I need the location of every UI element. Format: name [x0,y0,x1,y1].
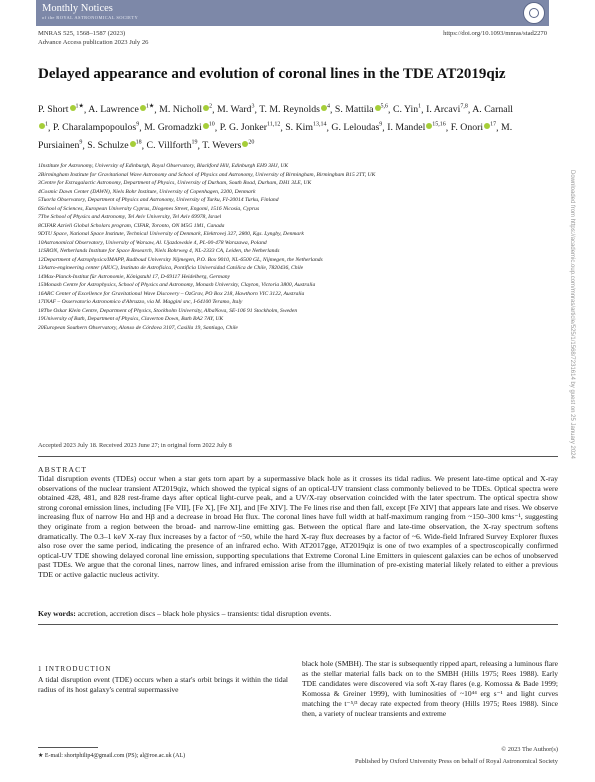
journal-subname: of the ROYAL ASTRONOMICAL SOCIETY [42,15,139,20]
author-affiliation-marker: 1★ [145,104,155,110]
author-entry [335,104,388,115]
affiliation-item: 18The Oskar Klein Centre, Department of Physics, Stockholm University, AlbaNova, SE-106 91 Stockholm, Sweden [38,307,298,314]
author-affiliation-marker: 1 [418,104,422,110]
author-name: S. Schulze [87,139,129,151]
paper-title: Delayed appearance and evolution of coronal lines in the TDE AT2019qiz [38,66,506,82]
author-name: P. Short [38,104,69,116]
author-affiliation-marker: 11,12 [267,121,281,128]
author-affiliation-marker: 17 [490,121,497,128]
author-affiliation-marker: 4 [326,104,330,110]
affiliation-item: 15Monash Centre for Astrophysics, School of Physics and Astronomy, Monash University, Clayton, Victoria 3800, Australia [38,282,316,288]
journal-name: Monthly Notices [42,3,113,14]
author-entry [451,122,496,133]
author-affiliation-marker: 10 [208,121,215,128]
author-entry [202,140,254,151]
author-affiliation-marker: 1★ [75,104,84,110]
copyright-block [355,744,558,768]
author-name: S. Kim [285,122,313,134]
author-affiliation-marker: 20 [248,139,255,146]
author-entry [53,122,139,133]
received-dates: Accepted 2023 July 18. Received 2023 June 27; in original form 2022 July 8 [38,442,232,449]
copyright-line: © 2023 The Author(s) [501,746,558,753]
author-affiliation-marker: 7,8 [460,104,468,110]
author-affiliation-marker: 5,6 [380,104,389,110]
author-affiliation-marker: 15,16 [432,121,446,128]
author-name: P. Charalampopoulos [52,122,137,134]
intro-text-left: A tidal disruption event (TDE) occurs when a star's orbit brings it within the tidal radius of its host galaxy's central supermassive [38,675,288,694]
author-affiliation-marker: 9 [379,121,383,128]
author-entry [88,104,154,115]
abstract-top-rule [38,456,558,457]
author-entry [393,104,421,115]
author-entry [159,104,212,115]
author-name: T. M. Reynolds [259,104,320,116]
author-entry [426,104,468,115]
author-name: I. Mandel [387,122,426,134]
author-name: G. Leloudas [331,122,380,134]
author-affiliation-marker: 18 [135,139,142,146]
advance-access-date: Advance Access publication 2023 July 26 [38,39,149,46]
author-affiliation-marker: 19 [191,139,198,146]
author-affiliation-marker: 3 [251,104,255,110]
affiliation-item: 14Max-Planck-Institut für Astronomie, Königstuhl 17, D-69117 Heidelberg, Germany [38,273,231,280]
author-entry [387,122,446,133]
footnote-rule [38,747,98,748]
author-name: M. Nicholl [159,104,203,116]
author-name: M. Ward [217,104,252,116]
affiliation-item: 19University of Bath, Department of Physics, Claverton Down, Bath BA2 7AY, UK [38,316,224,322]
abstract-bottom-rule [38,624,558,625]
affiliation-item: 9DTU Space, National Space Institute, Technical University of Denmark, Elektrovej 327, 2800, Kgs. Lyngby, Denmark [38,231,304,237]
affiliation-list [38,162,518,332]
author-name: T. Wevers [202,139,242,151]
affiliation-item: 8CIFAR Azrieli Global Scholars program, CIFAR, Toronto, ON M5G 1M1, Canada [38,222,225,229]
author-name: I. Arcavi [426,104,461,116]
author-affiliation-marker: 2 [209,104,213,110]
email-footnote: ★ E-mail: shortphilip4@gmail.com (PS); al@roe.ac.uk (AL) [38,753,186,759]
download-notice: Downloaded from https://academic.oup.com/mnras/article/525/1/1568/7231614 by guest on 25 January 2024 [569,170,575,459]
author-affiliation-marker: 9 [136,121,140,128]
affiliation-item: 11SRON, Netherlands Institute for Space Research, Niels Bohrweg 4, NL-2333 CA, Leiden, the Netherlands [38,248,280,254]
abstract-heading: ABSTRACT [38,465,88,474]
section-heading-introduction: 1 INTRODUCTION [38,665,112,673]
affiliation-item: 10Astronomical Observatory, University of Warsaw, Al. Ujazdowskie 4, PL-00-478 Warszawa, Poland [38,239,267,246]
affiliation-item: 17INAF – Osservatorio Astronomico d'Abruzzo, via M. Maggini snc, I-64100 Teramo, Italy [38,299,243,305]
keywords-text: accretion, accretion discs – black hole physics – transients: tidal disruption events. [77,609,332,618]
author-entry [331,122,382,133]
author-name: S. Mattila [334,104,374,116]
doi-link[interactable]: https://doi.org/10.1093/mnras/stad2270 [443,30,547,37]
affiliation-item: 20European Southern Observatory, Alonso de Córdova 3107, Casilla 19, Santiago, Chile [38,324,238,331]
affiliation-item: 13Astro-engineering center (AIUC), Instituto de Astrofísica, Pontificia Universidad Católica de Chile, 7820436, Chile [38,265,304,271]
author-entry [217,104,254,115]
author-name: M. Pursiainen [38,122,513,151]
author-name: M. Gromadzki [144,122,202,134]
author-name: C. Yin [392,104,419,116]
author-entry [147,140,198,151]
author-entry [259,104,330,115]
author-entry [144,122,215,133]
author-entry [220,122,281,133]
author-entry [87,140,141,151]
author-affiliation-marker: 9 [79,139,83,146]
download-sidebar [567,170,577,560]
journal-masthead [36,0,549,26]
abstract-text: Tidal disruption events (TDEs) occur when a star gets torn apart by a supermassive black hole as it crosses its tidal radius. We present late-time optical and X-ray observations of the nuclear transient AT2019qiz, which showed the typical signs of an optical-UV transient class commonly believed to be TDEs. Optical spectra were obtained 428, 481, and 828 rest-frame days after optical light-curve peak, and a UV/X-ray observation coincided with the later spectrum. The optical spectra show strong coronal emission lines, including [Fe VII], [Fe X], [Fe XI], and [Fe XIV]. The Fe lines rise and then fall, except [Fe XIV] that appears late and rises. We observe increasing flux of narrow Hα and Hβ and a decrease in broad Hα flux. The coronal lines have full width at half-maximum ranging from ~150–300 kms⁻¹, suggesting they originate from a region between the broad- and narrow-line emitting gas. Between the optical flare and late-time observation, the X-ray spectrum softens dramatically. The 0.3–1 keV X-ray flux increases by a factor of ~50, while the hard X-ray flux decreases by a factor of ~6. Wide-field Infrared Survey Explorer fluxes also rose over the same period, indicating the presence of an infrared echo. With AT2017gge, AT2019qiz is one of two examples of a spectroscopically confirmed optical-UV TDE showing delayed coronal line emission, supporting speculations that Extreme Coronal Line Emitters in quiescent galaxies can be echos of unobserved past TDEs. We argue that the coronal lines, narrow lines, and infrared emission arise from the illumination of pre-existing material likely related to either a previous TDE or active galactic nucleus activity. [38,474,558,579]
affiliation-item: 12Department of Astrophysics/IMAPP, Radboud University Nijmegen, P.O. Box 9010, NL-6500 GL, Nijmegen, the Netherlands [38,256,323,263]
journal-citation: MNRAS 525, 1568–1587 (2023) [38,30,126,37]
author-name: C. Villforth [146,139,192,151]
affiliation-item: 3Centre for Extragalactic Astronomy, Department of Physics, University of Durham, South Road, Durham, DH1 3LE, UK [38,180,312,186]
author-entry [38,104,84,115]
author-list: P. Short $^{1★}$, A. Lawrence $^{1★}$, M. Nicholl $^2$, M. Ward$^3$, T. M. Reynolds $^4$, S. Mattila $^{5,6}$, C. Yin$^1$, I. Arcavi$^{7,8}$, A. Carnall$^1$, P. Charalampopoulos$^9$, M. Gromadzki $^{10}$, P. G. Jonker$^{11,12}$, S. Kim$^{13,14}$, G. Leloudas$^9$, I. Mandel $^{15,16}$, F. Onori $^{17}$, M. Pursiainen$^9$, S. Schulze $^{18}$, C. Villforth$^{19}$, T. Wevers $^{20}$ [38,104,514,151]
publisher-line: Published by Oxford University Press on behalf of Royal Astronomical Society [354,758,558,765]
keywords-line [38,609,558,618]
author-entry [285,122,326,133]
affiliation-item: 6School of Sciences, European University Cyprus, Diogenes Street, Engomi, 1516 Nicosia, Cyprus [38,205,260,212]
author-affiliation-marker: 1 [45,121,48,128]
affiliation-item: 7The School of Physics and Astronomy, Tel Aviv University, Tel Aviv 69978, Israel [38,214,222,220]
affiliation-item: 5Tuorla Observatory, Department of Physics and Astronomy, University of Turku, FI-20014 Turku, Finland [38,197,279,203]
affiliation-item: 16ARC Center of Excellence for Gravitational Wave Discovery – OzGrav, PO Box 218, Hawthorn VIC 3122, Australia [38,290,305,297]
affiliation-item: 2Birmingham Institute for Gravitational Wave Astronomy and School of Physics and Astronomy, University of Birmingham, Birmingham B15 2TT, UK [38,171,376,178]
society-seal-icon [523,2,545,24]
author-name: P. G. Jonker [219,122,268,134]
author-name: A. Lawrence [88,104,139,116]
keywords-label: Key words: [38,609,76,618]
intro-text-right: black hole (SMBH). The star is subsequently ripped apart, releasing a luminous flare as the stellar material falls back on to the SMBH (Hills 1975; Rees 1988). Early TDE candidates were discovered via soft X-ray flares (e.g. Komossa & Bade 1999; Komossa & Greiner 1999), with luminosities of ~10⁴⁴ erg s⁻¹ and light curves matching the t⁻⁵/³ decay rate expected from theory (Hills 1975; Rees 1988). Since then, a variety of nuclear transients and extreme [302,659,558,718]
author-name: F. Onori [450,122,484,134]
author-affiliation-marker: 13,14 [313,121,327,128]
author-name: A. Carnall [472,104,514,116]
affiliation-item: 1Institute for Astronomy, University of Edinburgh, Royal Observatory, Blackford Hill, Edinburgh EH9 3HJ, UK [38,163,289,169]
affiliation-item: 4Cosmic Dawn Center (DAWN), Niels Bohr Institute, University of Copenhagen, 2200, Denmark [38,188,256,195]
